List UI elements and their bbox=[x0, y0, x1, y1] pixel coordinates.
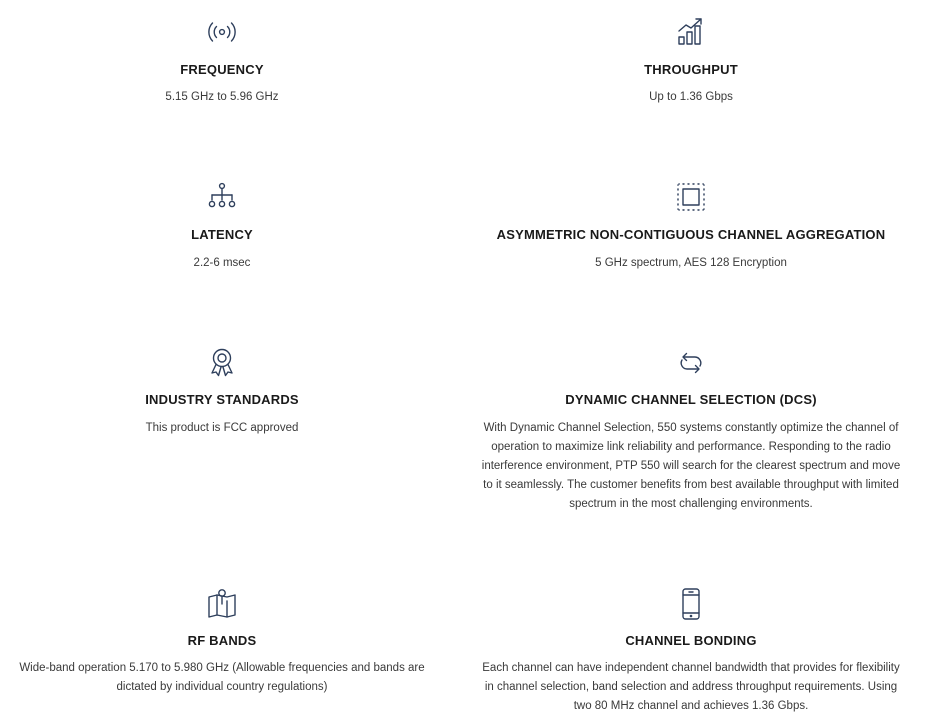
feature-channel-bonding bbox=[480, 587, 902, 727]
feature-title: RF BANDS bbox=[187, 633, 257, 648]
mobile-device-icon bbox=[674, 587, 708, 621]
feature-latency bbox=[10, 180, 434, 300]
feature-dynamic-channel-selection bbox=[480, 346, 902, 516]
award-ribbon-icon bbox=[205, 346, 239, 380]
feature-rf-bands bbox=[10, 587, 434, 707]
feature-description: With Dynamic Channel Selection, 550 systems constantly optimize the channel of operation to maximize link reliability and performance. Responding to the radio interference environment, PTP 550 will search for the clearest spectrum and move to it seamlessly. The customer benefits from best available throughput with limited spectrum in the most challenging environments. bbox=[481, 422, 901, 510]
signal-icon bbox=[205, 15, 239, 49]
feature-title: CHANNEL BONDING bbox=[625, 633, 757, 648]
feature-title: LATENCY bbox=[191, 227, 253, 242]
bar-chart-growth-icon bbox=[674, 15, 708, 49]
feature-description: Each channel can have independent channel bandwidth that provides for flexibility in channel selection, band selection and address throughput requirements. Using two 80 MHz channel and achieves 1.36 Gbps. bbox=[482, 662, 900, 712]
feature-title: DYNAMIC CHANNEL SELECTION (DCS) bbox=[565, 392, 817, 407]
feature-title: FREQUENCY bbox=[180, 62, 264, 77]
feature-description: 2.2-6 msec bbox=[193, 257, 251, 269]
feature-description: This product is FCC approved bbox=[145, 422, 299, 434]
feature-description: 5.15 GHz to 5.96 GHz bbox=[165, 91, 279, 103]
map-pin-icon bbox=[205, 587, 239, 621]
feature-title: ASYMMETRIC NON-CONTIGUOUS CHANNEL AGGREGATION bbox=[496, 227, 886, 242]
feature-title: THROUGHPUT bbox=[644, 62, 738, 77]
feature-throughput bbox=[480, 15, 902, 135]
feature-description: Up to 1.36 Gbps bbox=[649, 91, 733, 103]
feature-title: INDUSTRY STANDARDS bbox=[145, 392, 299, 407]
feature-channel-aggregation bbox=[480, 180, 902, 300]
feature-description: 5 GHz spectrum, AES 128 Encryption bbox=[595, 257, 787, 269]
feature-industry-standards bbox=[10, 346, 434, 506]
feature-description: Wide-band operation 5.170 to 5.980 GHz (Allowable frequencies and bands are dictated by individual country regulations) bbox=[19, 662, 425, 693]
network-hierarchy-icon bbox=[205, 180, 239, 214]
feature-frequency bbox=[10, 15, 434, 135]
chip-square-icon bbox=[674, 180, 708, 214]
refresh-cycle-icon bbox=[674, 346, 708, 380]
